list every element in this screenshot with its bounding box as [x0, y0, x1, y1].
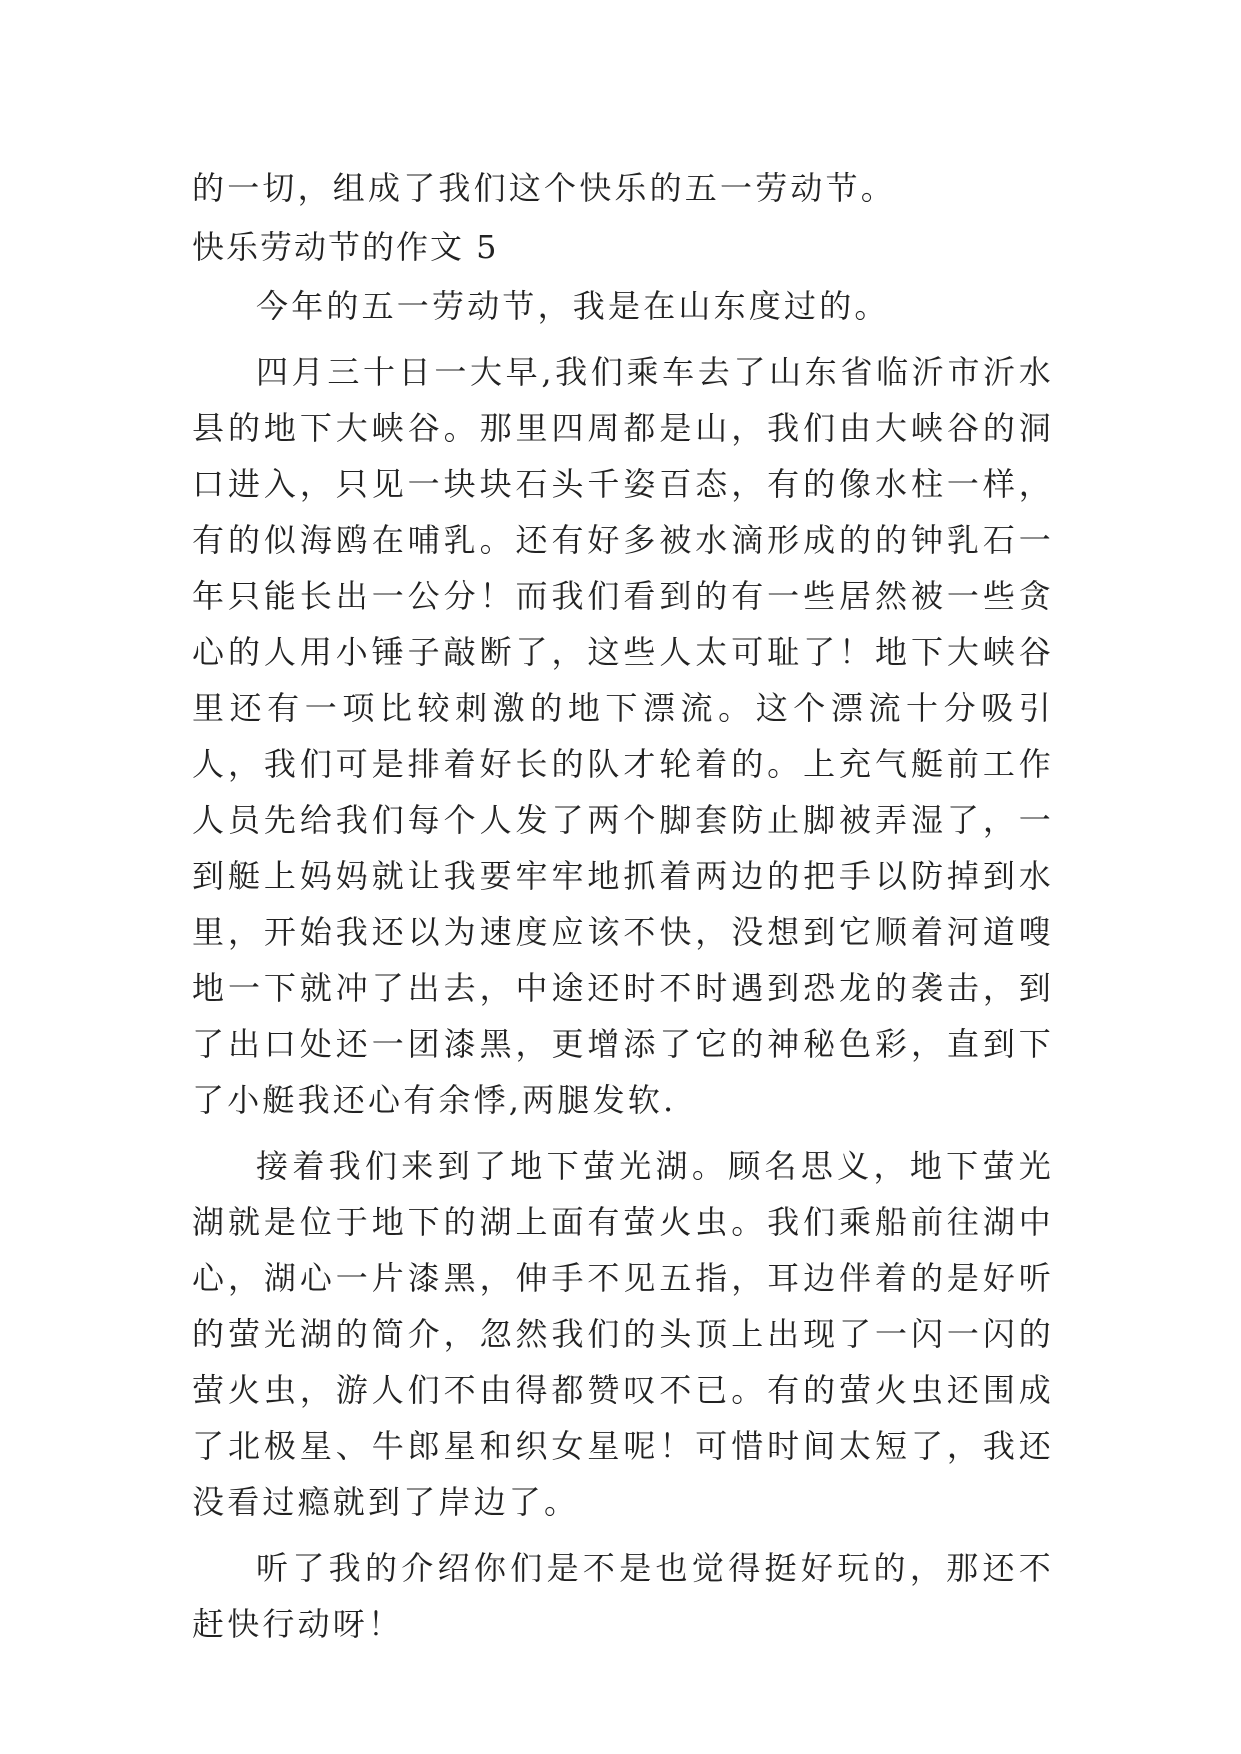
section-title: 快乐劳动节的作文 5 — [192, 228, 499, 266]
paragraph-4: 听了我的介绍你们是不是也觉得挺好玩的，那还不赶快行动呀！ — [192, 1549, 1054, 1643]
paragraph-2: 四月三十日一大早,我们乘车去了山东省临沂市沂水县的地下大峡谷。那里四周都是山，我们由大峡谷的洞口进入，只见一块块石头千姿百态，有的像水柱一样，有的似海鸥在哺乳。还有好多被水滴形成的的钟乳石一年只能长出一公分！而我们看到的有一些居然被一些贪心的人用小锤子敲断了，这些人太可耻了！地下大峡谷里还有一项比较刺激的地下漂流。这个漂流十分吸引人，我们可是排着好长的队才轮着的。上充气艇前工作人员先给我们每个人发了两个脚套防止脚被弄湿了，一到艇上妈妈就让我要牢牢地抓着两边的把手以防掉到水里，开始我还以为速度应该不快，没想到它顺着河道嗖地一下就冲了出去，中途还时不时遇到恐龙的袭击，到了出口处还一团漆黑，更增添了它的神秘色彩，直到下了小艇我还心有余悸,两腿发软. — [192, 353, 1054, 1119]
paragraph-3: 接着我们来到了地下萤光湖。顾名思义，地下萤光湖就是位于地下的湖上面有萤火虫。我们乘船前往湖中心，湖心一片漆黑，伸手不见五指，耳边伴着的是好听的萤光湖的简介，忽然我们的头顶上出现了一闪一闪的萤火虫，游人们不由得都赞叹不已。有的萤火虫还围成了北极星、牛郎星和织女星呢！可惜时间太短了，我还没看过瘾就到了岸边了。 — [192, 1147, 1054, 1521]
document-page — [192, 160, 1054, 1652]
paragraph-1: 今年的五一劳动节，我是在山东度过的。 — [256, 287, 890, 325]
continued-paragraph: 的一切，组成了我们这个快乐的五一劳动节。 — [192, 169, 897, 207]
